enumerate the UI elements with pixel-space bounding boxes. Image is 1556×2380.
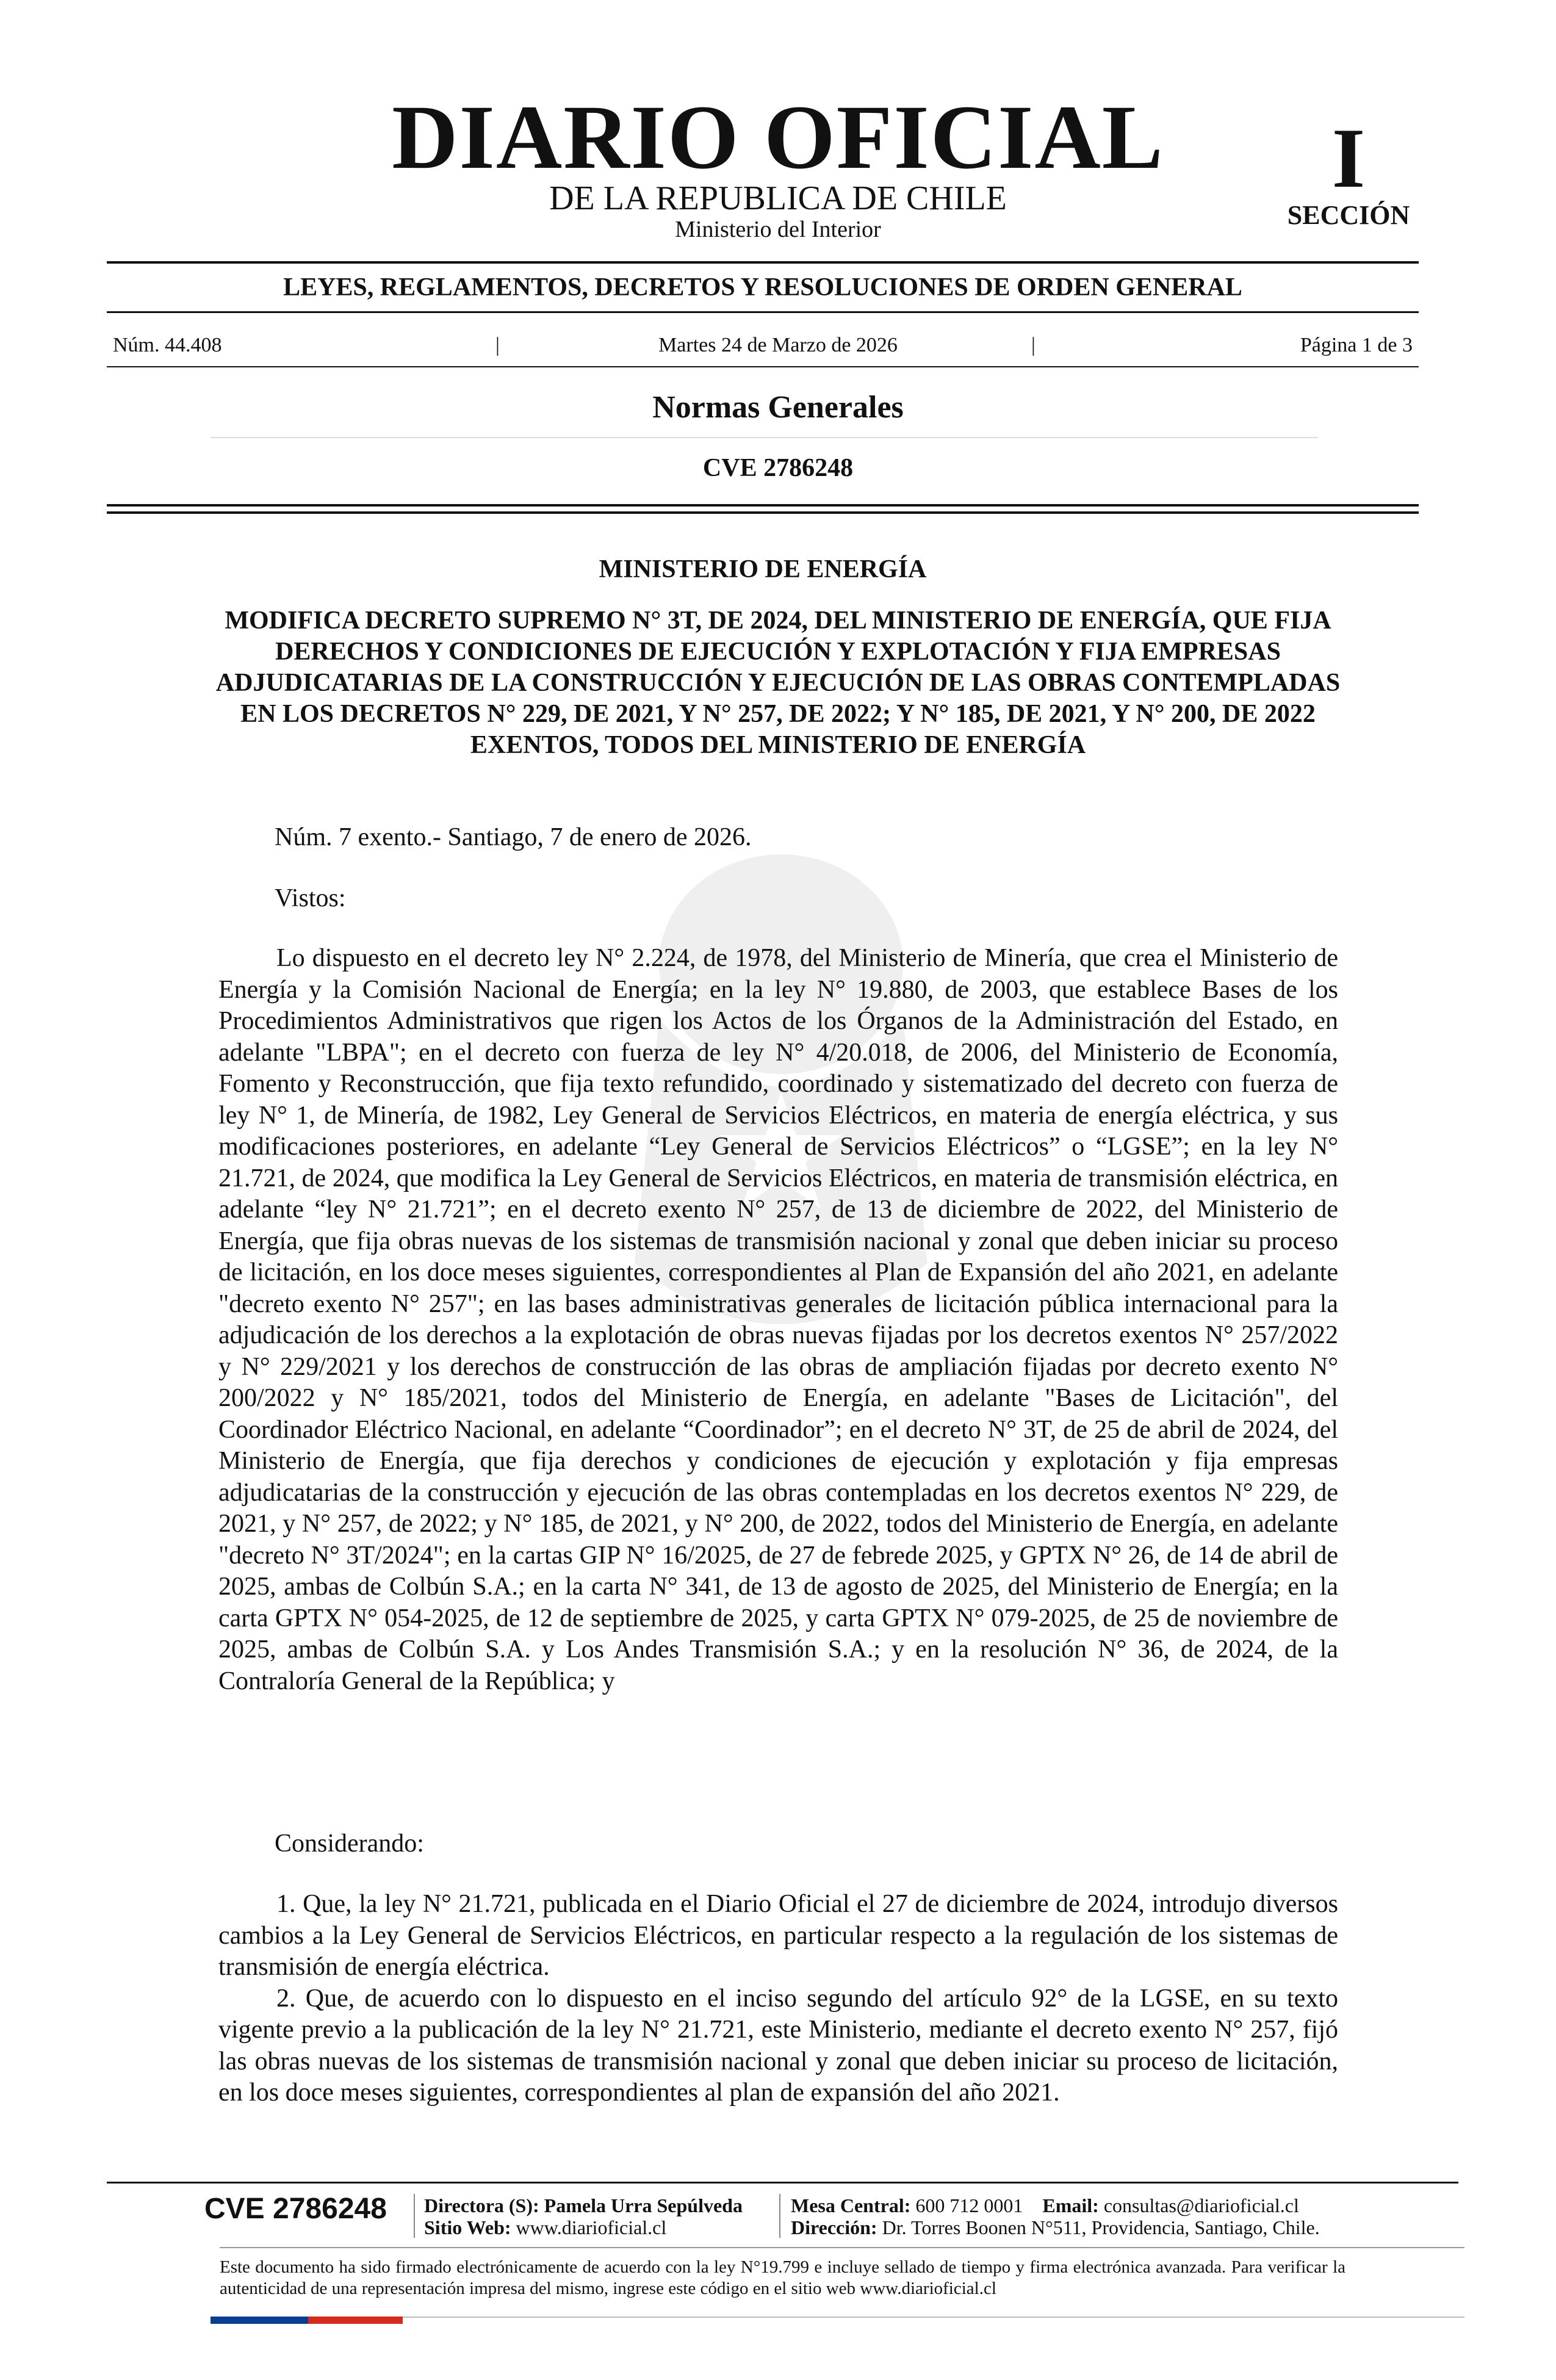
footer-cve-code: CVE 2786248 [204,2193,387,2225]
thin-divider [211,437,1318,438]
page-indicator: Página 1 de 3 [1300,334,1413,356]
info-divider [107,366,1419,367]
vistos-paragraph [218,943,1338,1697]
site-label: Sitio Web: [424,2216,511,2238]
site-link[interactable]: www.diarioficial.cl [516,2216,667,2238]
double-rule-top [107,504,1419,507]
footer-separator [779,2194,780,2238]
considerando-list [218,1889,1338,2109]
considerando-heading: Considerando: [275,1830,424,1858]
section-title: Normas Generales [652,390,904,425]
footer-separator [414,2194,415,2238]
cve-code: CVE 2786248 [702,454,854,482]
masthead-title: DIARIO OFICIAL [392,87,1164,188]
footer-rule [107,2182,1458,2183]
flag-stripe-red [308,2317,403,2324]
masthead-subtitle: DE LA REPUBLICA DE CHILE [549,179,1007,217]
address-value: Dr. Torres Boonen N°511, Providencia, Santiago, Chile. [882,2216,1320,2238]
vistos-heading: Vistos: [275,884,346,912]
central-phone: 600 712 0001 [915,2194,1023,2216]
signature-note: Este documento ha sido firmado electrónicamente de acuerdo con la ley N°19.799 e incluye sellado de tiempo y firma electrónica avanzada. Para verificar la autenticidad de una representación impresa del mismo, ingrese este código en el sitio web www.diarioficial.cl [220,2257,1345,2298]
category-divider [107,311,1419,313]
section-label: SECCIÓN [1287,200,1410,230]
footer-director [424,2194,743,2238]
director-name: Pamela Urra Sepúlveda [544,2194,743,2216]
section-number: I [1331,111,1366,206]
flag-stripe-blue [211,2317,308,2324]
issue-date: Martes 24 de Marzo de 2026 [658,334,898,356]
vistos-text: Lo dispuesto en el decreto ley N° 2.224, de 1978, del Ministerio de Minería, que crea el Ministerio de Energía y la Comisión Nacional de Energía; en la ley N° 19.880, de 2003, que establece Bases de los Procedimientos Administrativos que rigen los Actos de los Órganos de la Administración del Estado, en adelante "LBPA"; en el decreto con fuerza de ley N° 4/20.018, de 2006, del Ministerio de Economía, Fomento y Reconstrucción, que fija texto refundido, coordinado y sistematizado del decreto con fuerza de ley N° 1, de Minería, de 1982, Ley General de Servicios Eléctricos, en materia de energía eléctrica, y sus modificaciones posteriores, en adelante “Ley General de Servicios Eléctricos” o “LGSE”; en la ley N° 21.721, de 2024, que modifica la Ley General de Servicios Eléctricos, en materia de transmisión eléctrica, en adelante “ley N° 21.721”; en el decreto exento N° 257, de 13 de diciembre de 2022, del Ministerio de Energía, que fija obras nuevas de los sistemas de transmisión nacional y zonal que deben iniciar su proceso de licitación, en los doce meses siguientes, correspondientes al Plan de Expansión del año 2021, en adelante "decreto exento N° 257"; en las bases administrativas generales de licitación pública internacional para la adjudicación de los derechos a la explotación de obras nuevas fijadas por los decretos exentos N° 257/2022 y N° 229/2021 y los derechos de construcción de las obras de ampliación fijadas por decreto exento N° 200/2022 y N° 185/2021, todos del Ministerio de Energía, en adelante "Bases de Licitación", del Coordinador Eléctrico Nacional, en adelante “Coordinador”; en el decreto N° 3T, de 25 de abril de 2024, del Ministerio de Energía, que fija derechos y condiciones de ejecución y explotación y fija empresas adjudicatarias de la construcción y ejecución de las obras contempladas en los decretos exentos N° 229, de 2021, y N° 257, de 2022; y N° 185, de 2021, y N° 200, de 2022, todos del Ministerio de Energía, en adelante "decreto N° 3T/2024"; en la cartas GIP N° 16/2025, de 27 de febrede 2025, y GPTX N° 26, de 14 de abril de 2025, ambas de Colbún S.A.; en la carta N° 341, de 13 de agosto de 2025, del Ministerio de Energía; en la carta GPTX N° 054-2025, de 12 de septiembre de 2025, y carta GPTX N° 079-2025, de 25 de noviembre de 2025, ambas de Colbún S.A. y Los Andes Transmisión S.A.; y en la resolución N° 36, de 2024, de la Contraloría General de la República; y [218,944,1338,1695]
footer-bottom-rule [403,2317,1464,2318]
footer-contact [791,2194,1320,2238]
issue-number: Núm. 44.408 [113,334,222,356]
director-label: Directora (S): [424,2194,539,2216]
considerando-item: 1. Que, la ley N° 21.721, publicada en el Diario Oficial el 27 de diciembre de 2024, introdujo diversos cambios a la Ley General de Servicios Eléctricos, en particular respecto a la regulación de los sistemas de transmisión de energía eléctrica. [218,1890,1338,1981]
info-separator: | [495,334,500,356]
masthead-divider [107,261,1419,264]
address-label: Dirección: [791,2216,877,2238]
category-heading: LEYES, REGLAMENTOS, DECRETOS Y RESOLUCIONES DE ORDEN GENERAL [283,273,1242,301]
footer-thin-rule [220,2247,1464,2248]
email-label: Email: [1042,2194,1099,2216]
info-separator: | [1031,334,1036,356]
ministry-heading: MINISTERIO DE ENERGÍA [599,555,927,583]
considerando-item: 2. Que, de acuerdo con lo dispuesto en el inciso segundo del artículo 92° de la LGSE, en su texto vigente previo a la publicación de la ley N° 21.721, este Ministerio, mediante el decreto exento N° 257, fijó las obras nuevas de los sistemas de transmisión nacional y zonal que deben iniciar su proceso de licitación, en los doce meses siguientes, correspondientes al plan de expansión del año 2021. [218,1984,1338,2107]
decree-title: MODIFICA DECRETO SUPREMO N° 3T, DE 2024, DEL MINISTERIO DE ENERGÍA, QUE FIJA DERECHOS Y CONDICIONES DE EJECUCIÓN Y EXPLOTACIÓN Y FIJA EMPRESAS ADJUDICATARIAS DE LA CONSTRUCCIÓN Y EJECUCIÓN DE LAS OBRAS CONTEMPLADAS EN LOS DECRETOS N° 229, DE 2021, Y N° 257, DE 2022; Y N° 185, DE 2021, Y N° 200, DE 2022 EXENTOS, TODOS DEL MINISTERIO DE ENERGÍA [215,607,1341,759]
masthead-ministry: Ministerio del Interior [675,217,881,242]
email-link[interactable]: consultas@diarioficial.cl [1103,2194,1299,2216]
decree-number-line: Núm. 7 exento.- Santiago, 7 de enero de 2026. [275,823,752,851]
double-rule-bottom [107,511,1419,514]
central-label: Mesa Central: [791,2194,911,2216]
